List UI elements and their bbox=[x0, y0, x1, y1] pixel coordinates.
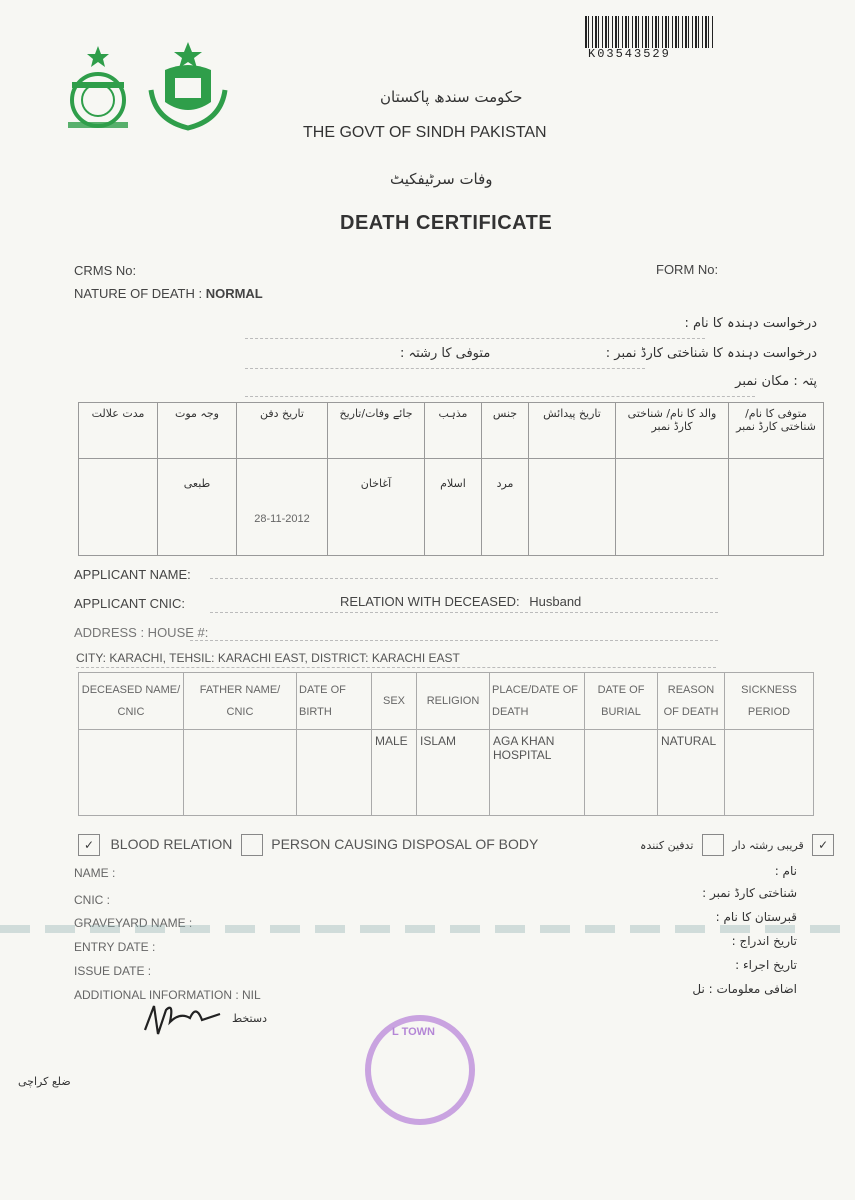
address-line bbox=[190, 640, 718, 641]
additional-info-label: ADDITIONAL INFORMATION : bbox=[74, 988, 239, 1002]
applicant-cnic-label: APPLICANT CNIC: bbox=[74, 596, 186, 611]
scan-artifact-line bbox=[0, 925, 855, 933]
urdu-applicant-name-line bbox=[245, 338, 705, 339]
barcode bbox=[585, 16, 715, 48]
cell-religion: ISLAM bbox=[417, 730, 490, 816]
header-burial: DATE OF BURIAL bbox=[585, 673, 658, 730]
additional-info-value: NIL bbox=[242, 988, 261, 1002]
urdu-blood-label: قریبی رشتہ دار bbox=[732, 839, 804, 853]
cell-burial bbox=[585, 730, 658, 816]
cell-sickness bbox=[725, 730, 814, 816]
blood-relation-row bbox=[78, 834, 538, 856]
urdu-person-label: تدفین کنندہ bbox=[640, 839, 694, 853]
deceased-details-table bbox=[78, 672, 814, 816]
person-causing-checkbox[interactable] bbox=[241, 834, 263, 856]
header-reason: REASON OF DEATH bbox=[658, 673, 725, 730]
urdu-blood-checkbox[interactable]: ✓ bbox=[812, 834, 834, 856]
urdu-entry-label: تاریخ اندراج : bbox=[731, 934, 797, 948]
form-no-label: FORM No: bbox=[656, 262, 719, 277]
certificate-title: DEATH CERTIFICATE bbox=[340, 212, 553, 234]
urdu-header-deceased: متوفی کا نام/ شناختی کارڈ نمبر bbox=[729, 403, 824, 459]
urdu-person-checkbox[interactable] bbox=[702, 834, 724, 856]
relation-value: Husband bbox=[529, 594, 582, 609]
address-label: ADDRESS : HOUSE #: bbox=[74, 625, 209, 640]
entry-date-label: ENTRY DATE : bbox=[74, 940, 156, 954]
sindh-govt-logo bbox=[62, 42, 134, 132]
relation-label-text: RELATION WITH DECEASED: bbox=[340, 594, 520, 609]
urdu-address-label: پتہ : مکان نمبر bbox=[735, 374, 817, 389]
signature-urdu-label: دستخط bbox=[232, 1012, 267, 1025]
urdu-additional-label: اضافی معلومات : نل bbox=[692, 982, 797, 996]
graveyard-label: GRAVEYARD NAME : bbox=[74, 916, 193, 930]
city-line: CITY: KARACHI, TEHSIL: KARACHI EAST, DISTRICT: KARACHI EAST bbox=[76, 651, 460, 665]
urdu-cell-religion: اسلام bbox=[425, 459, 482, 556]
pakistan-emblem-logo bbox=[145, 40, 231, 135]
crms-label: CRMS No: bbox=[74, 263, 137, 278]
urdu-cell-reason: طبعی bbox=[158, 459, 237, 556]
district-urdu-label: ضلع کراچی bbox=[18, 1075, 71, 1088]
relation-label bbox=[340, 594, 581, 609]
urdu-cnic-label: شناختی کارڈ نمبر : bbox=[702, 886, 797, 900]
blood-relation-label: BLOOD RELATION bbox=[110, 836, 233, 853]
urdu-header-sickness: مدت علالت bbox=[79, 403, 158, 459]
person-causing-label: PERSON CAUSING DISPOSAL OF BODY bbox=[271, 836, 539, 853]
urdu-header-dob: تاریخ پیدائش bbox=[529, 403, 616, 459]
urdu-applicant-cnic-label: درخواست دہندہ کا شناختی کارڈ نمبر : bbox=[605, 346, 817, 361]
header-dob: DATE OF BIRTH bbox=[297, 673, 372, 730]
cell-father-name bbox=[184, 730, 297, 816]
urdu-cell-deceased bbox=[729, 459, 824, 556]
applicant-name-line bbox=[210, 578, 718, 579]
header-religion: RELIGION bbox=[417, 673, 490, 730]
city-underline bbox=[76, 667, 716, 668]
urdu-header-father: والد کا نام/ شناختی کارڈ نمبر bbox=[616, 403, 729, 459]
signature-image bbox=[140, 1000, 230, 1040]
header-deceased-name: DECEASED NAME/ CNIC bbox=[79, 673, 184, 730]
name-label: NAME : bbox=[74, 866, 116, 880]
urdu-address-line bbox=[245, 396, 755, 397]
nature-label-text: NATURE OF DEATH : bbox=[74, 286, 203, 301]
urdu-certificate-title: وفات سرٹیفکیٹ bbox=[390, 170, 493, 188]
urdu-cell-sex: مرد bbox=[482, 459, 529, 556]
urdu-cell-sickness bbox=[79, 459, 158, 556]
urdu-disposal-row bbox=[640, 834, 834, 856]
blood-relation-checkbox[interactable]: ✓ bbox=[78, 834, 100, 856]
urdu-applicant-name-label: درخواست دہندہ کا نام : bbox=[684, 316, 817, 331]
applicant-name-label: APPLICANT NAME: bbox=[74, 567, 191, 582]
urdu-header-burial: تاریخ دفن bbox=[237, 403, 328, 459]
urdu-relation-label: متوفی کا رشتہ : bbox=[400, 346, 491, 361]
urdu-cnic-line bbox=[245, 368, 645, 369]
applicant-cnic-line bbox=[210, 612, 718, 613]
urdu-name-label: نام : bbox=[774, 864, 797, 878]
urdu-header-sex: جنس bbox=[482, 403, 529, 459]
nature-value: NORMAL bbox=[205, 286, 263, 301]
header-sex: SEX bbox=[372, 673, 417, 730]
header-sickness: SICKNESS PERIOD bbox=[725, 673, 814, 730]
urdu-deceased-table bbox=[78, 402, 824, 556]
cell-reason: NATURAL bbox=[658, 730, 725, 816]
header-father-name: FATHER NAME/ CNIC bbox=[184, 673, 297, 730]
urdu-header-religion: مذہب bbox=[425, 403, 482, 459]
govt-heading: THE GOVT OF SINDH PAKISTAN bbox=[303, 124, 547, 141]
urdu-cell-dob bbox=[529, 459, 616, 556]
urdu-header-place-date: جائے وفات/تاریخ bbox=[328, 403, 425, 459]
cnic-label: CNIC : bbox=[74, 893, 110, 907]
header-place-date: PLACE/DATE OF DEATH bbox=[490, 673, 585, 730]
cell-sex: MALE bbox=[372, 730, 417, 816]
barcode-number: K03543529 bbox=[588, 47, 671, 61]
cell-dob bbox=[297, 730, 372, 816]
stamp-text: L TOWN bbox=[392, 1026, 435, 1038]
cell-deceased-name bbox=[79, 730, 184, 816]
urdu-govt-heading: حکومت سندھ پاکستان bbox=[380, 88, 523, 106]
urdu-issue-label: تاریخ اجراء : bbox=[735, 958, 797, 972]
urdu-cell-place: آغاخان bbox=[328, 459, 425, 556]
urdu-cell-father bbox=[616, 459, 729, 556]
nature-of-death-label bbox=[74, 286, 263, 301]
urdu-header-reason: وجہ موت bbox=[158, 403, 237, 459]
urdu-graveyard-label: قبرستان کا نام : bbox=[715, 910, 797, 924]
urdu-cell-burial: 28-11-2012 bbox=[237, 459, 328, 556]
issue-date-label: ISSUE DATE : bbox=[74, 964, 152, 978]
cell-place: AGA KHAN HOSPITAL bbox=[490, 730, 585, 816]
